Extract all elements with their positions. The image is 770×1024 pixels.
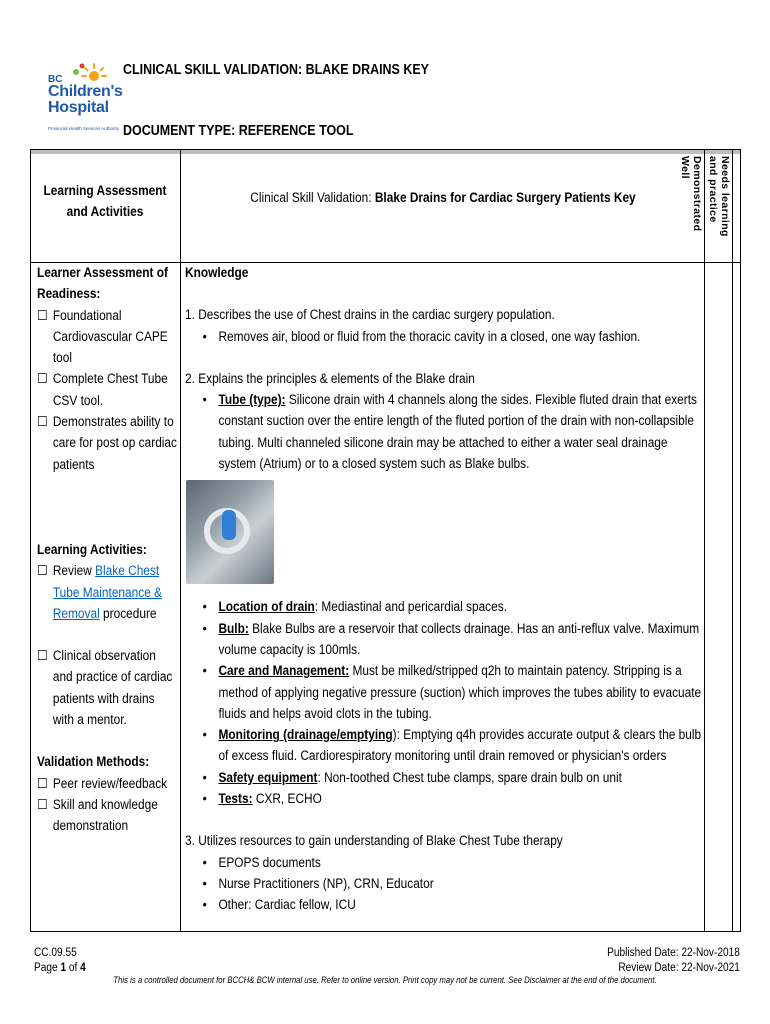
page-number: Page 1 of 4 [34, 962, 86, 974]
item-2-list-a: • Tube (type): Silicone drain with 4 channels along the sides. Flexible fluted drain that exerts constant suction over the entire length of the fluted portion of the drain with non-collapsible tubing. Multi channeled silicone drain may be attached to either a water seal drainage system (Atrium) or to a closed system such as Blake bulbs. [185, 389, 704, 474]
logo-name: Children's Hospital [48, 83, 123, 116]
footer-left [34, 946, 86, 976]
checkbox-icon[interactable]: ☐ [37, 563, 48, 579]
header-band [31, 150, 740, 154]
footer-right [607, 946, 740, 976]
logo-tagline: Provincial Health Services Authority [48, 126, 120, 131]
sun-logo-icon [68, 62, 108, 84]
item-3-list: • EPOPS documents • Nurse Practitioners (NP), CRN, Educator • Other: Cardiac fellow, ICU [185, 852, 704, 916]
col-header-skill: Clinical Skill Validation: Blake Drains for Cardiac Surgery Patients Key [249, 190, 636, 205]
validation-table [30, 149, 741, 932]
footer-disclaimer: This is a controlled document for BCCH& BCW internal use. Refer to online version. Print copy may not be current. See Disclaimer at the end of the document. [113, 975, 657, 985]
activity-item: ☐ Clinical observation and practice of cardiac patients with drains with a mentor. [37, 645, 178, 730]
document-title: CLINICAL SKILL VALIDATION: BLAKE DRAINS KEY [123, 62, 429, 78]
review-date: Review Date: 22-Nov-2021 [618, 962, 740, 974]
readiness-heading: Learner Assessment of Readiness: [37, 265, 168, 302]
published-date: Published Date: 22-Nov-2018 [607, 947, 740, 959]
activities-heading: Learning Activities: [37, 541, 147, 557]
checkbox-icon[interactable]: ☐ [37, 307, 48, 323]
col-header-needs-practice: Needs learning and practice [707, 156, 731, 237]
doc-code: CC.09.55 [34, 947, 77, 959]
hospital-logo [44, 62, 122, 142]
logo-bc: BC [48, 74, 63, 85]
main-column [185, 262, 704, 916]
checkbox-icon[interactable]: ☐ [37, 648, 48, 664]
col-header-assessment: Learning Assessment and Activities [43, 183, 167, 219]
blake-bulb-photo [186, 480, 274, 584]
item-2-list-b: • Location of drain: Mediastinal and pericardial spaces. • Bulb: Blake Bulbs are a reservoir that collects drainage. Has an anti-reflux valve. Maximum volume capacity is 100mls. • Care and Management: Must be milked/stripped q2h to maintain patency. Stripping is a method of applying negative pressure (suction) which improves the tubes ability to evacuate fluids and helps avoid clots in the tubing. • Monitoring (drainage/emptying): Emptying q4h provides accurate output & clears the bulb of excess fluid. Cardiorespiratory monitoring until drain removed or physician's orders • Safety equipment: Non-toothed Chest tube clamps, spare drain bulb on unit • Tests: CXR, ECHO [185, 596, 704, 809]
readiness-item: ☐ Demonstrates ability to care for post op cardiac patients [37, 411, 178, 475]
readiness-item: ☐ Complete Chest Tube CSV tool. [37, 368, 178, 411]
validation-item: ☐ Skill and knowledge demonstration [37, 794, 178, 837]
col-header-demonstrated: Demonstrated Well [679, 156, 703, 232]
checkbox-icon[interactable]: ☐ [37, 371, 48, 387]
item-2: 2. Explains the principles & elements of the Blake drain [185, 370, 475, 386]
item-1-list: • Removes air, blood or fluid from the thoracic cavity in a closed, one way fashion. [185, 326, 704, 347]
checkbox-icon[interactable]: ☐ [37, 414, 48, 430]
col-divider-1 [180, 150, 181, 931]
item-1: 1. Describes the use of Chest drains in the cardiac surgery population. [185, 307, 555, 323]
validation-item: ☐ Peer review/feedback [37, 773, 178, 794]
checkbox-icon[interactable]: ☐ [37, 775, 48, 791]
procedure-link[interactable]: Blake Chest Tube Maintenance & Removal [52, 563, 163, 621]
validation-heading: Validation Methods: [37, 754, 150, 770]
col-divider-3 [732, 150, 733, 931]
knowledge-heading: Knowledge [185, 265, 249, 280]
left-column [37, 262, 178, 837]
readiness-item: ☐ Foundational Cardiovascular CAPE tool [37, 305, 178, 369]
item-3: 3. Utilizes resources to gain understanding of Blake Chest Tube therapy [185, 833, 563, 849]
document-type: DOCUMENT TYPE: REFERENCE TOOL [123, 123, 354, 139]
checkbox-icon[interactable]: ☐ [37, 796, 48, 812]
activity-item: ☐ Review Blake Chest Tube Maintenance & Removal procedure [37, 560, 178, 624]
